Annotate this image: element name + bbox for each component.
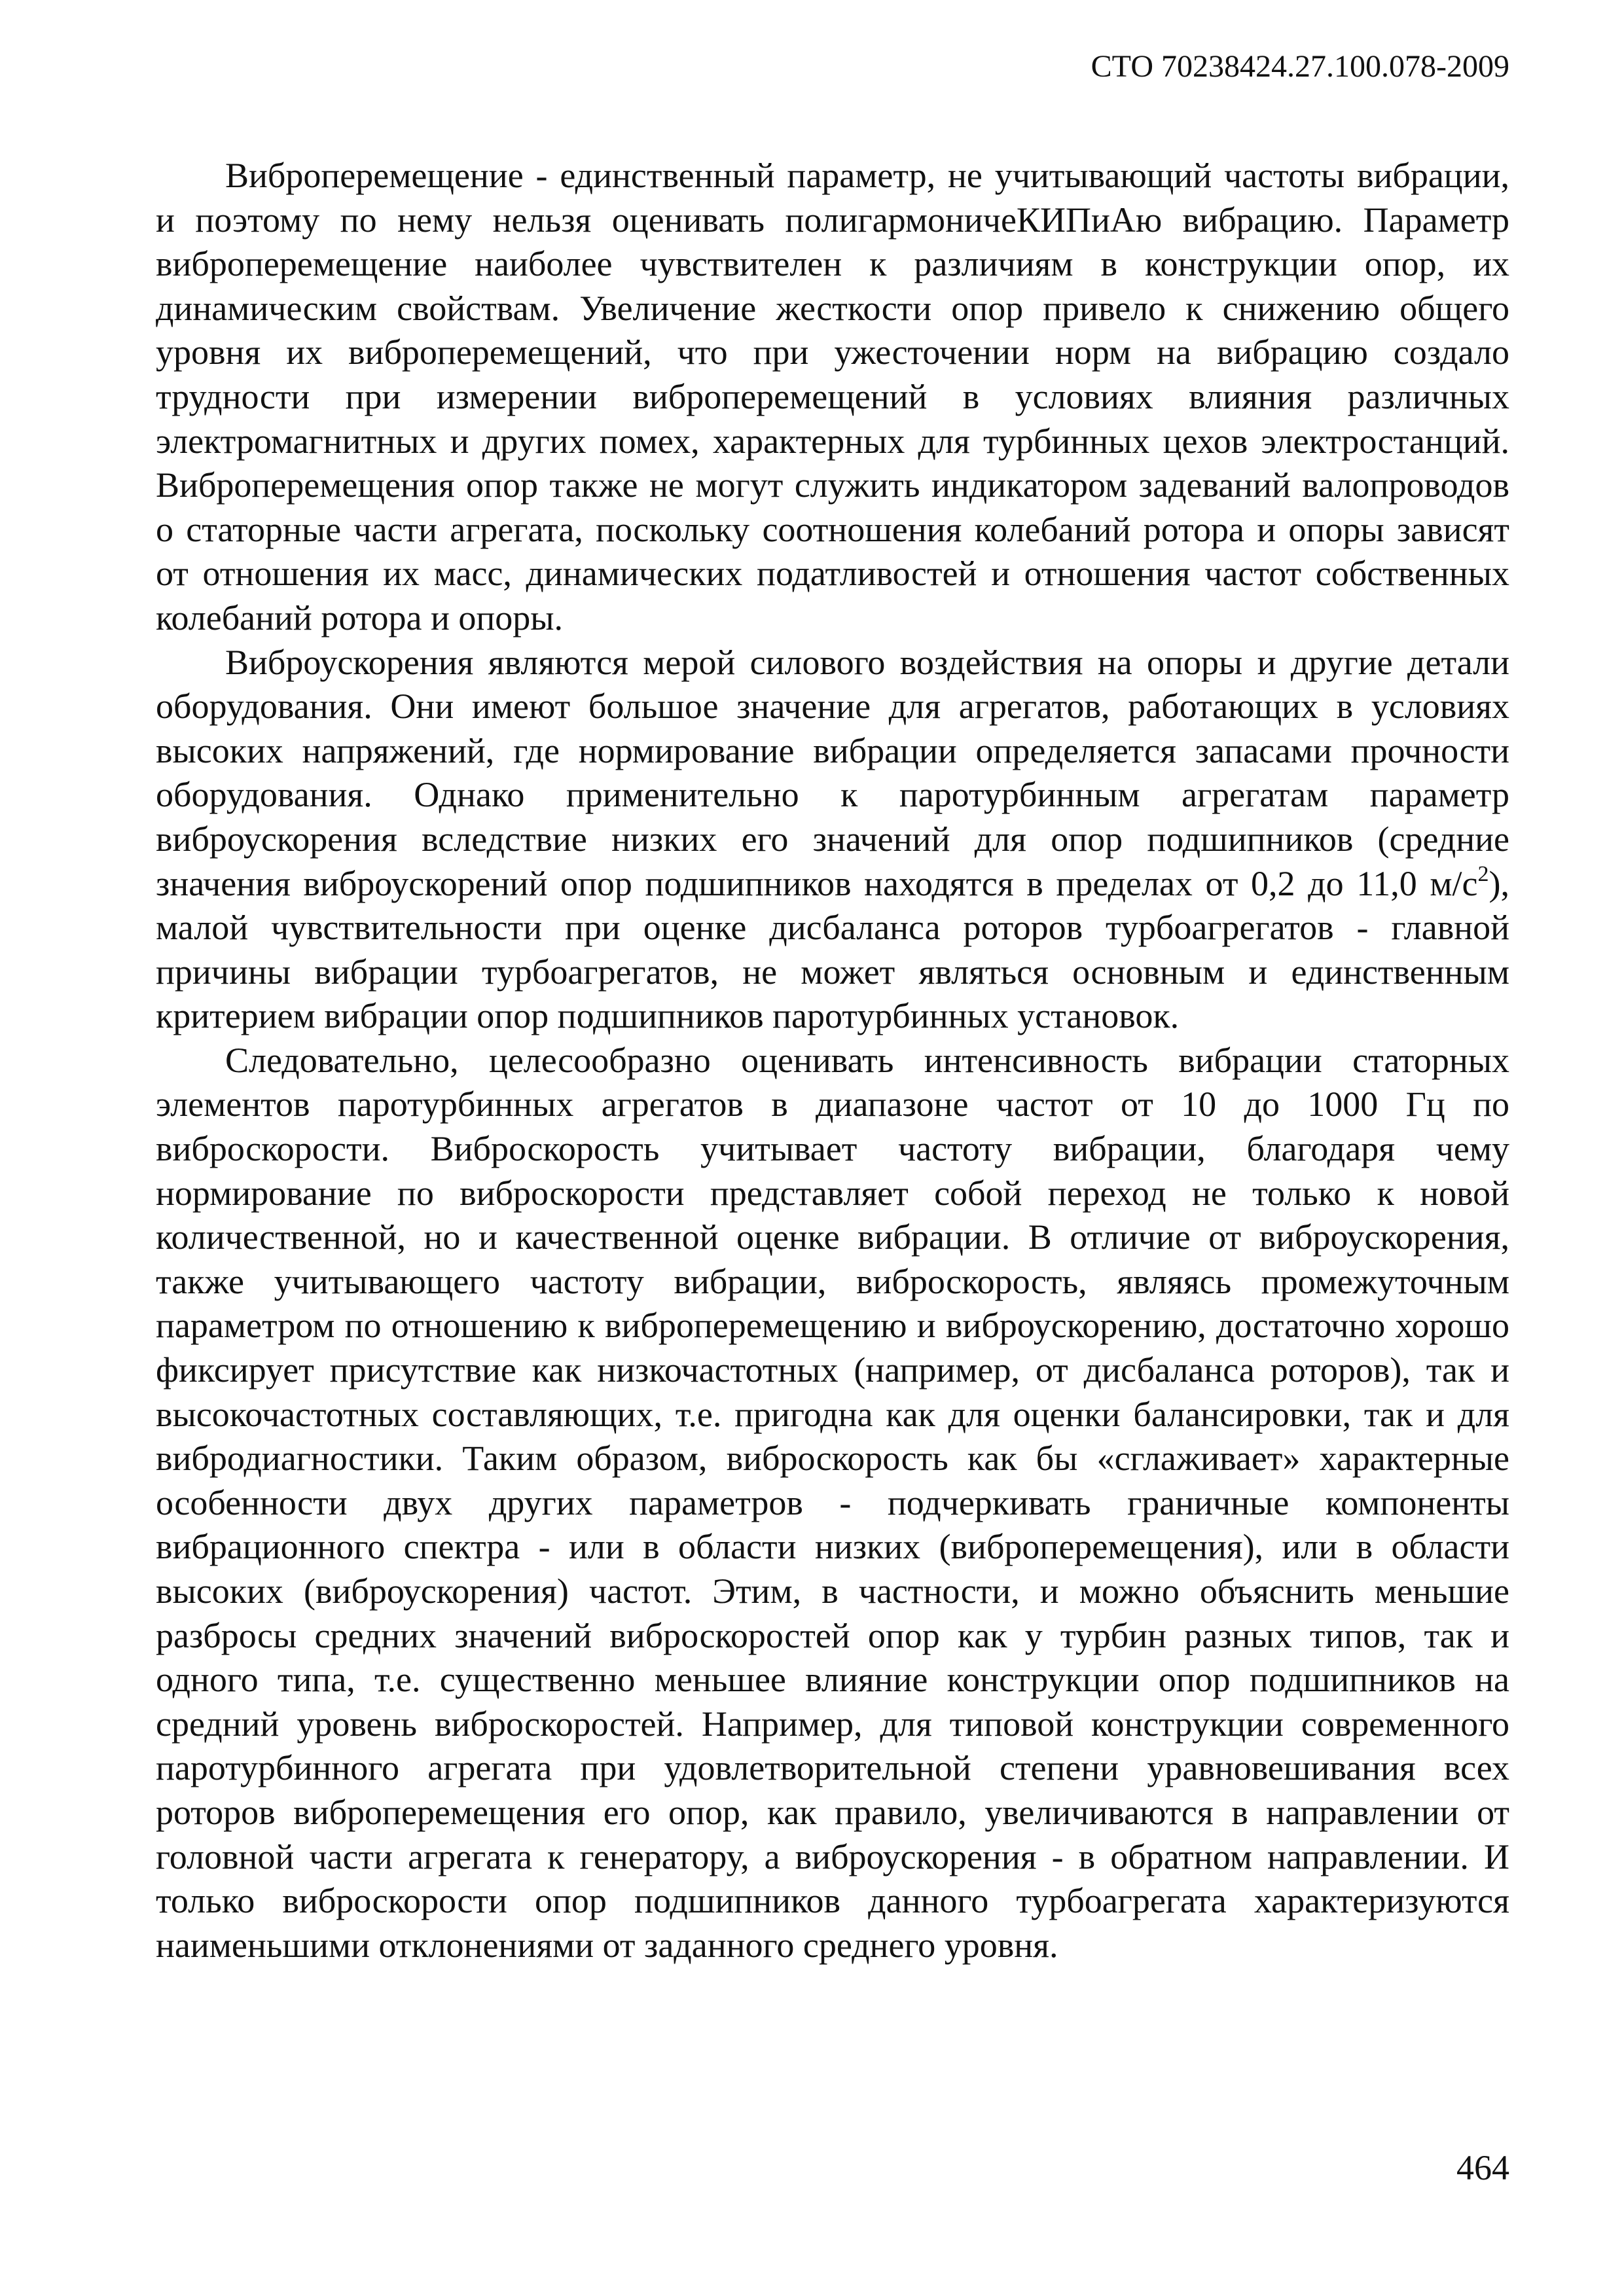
paragraph-vibration-velocity: Следовательно, целесообразно оценивать интенсивность вибрации статорных элементов паротурбинных агрегатов в диапазоне частот от 10 до 1000 Гц по виброскорости. Виброскорость учитывает частоту вибрации, благодаря чему нормирование по виброскорости представляет собой переход не только к новой количественной, но и качественной оценке вибрации. В отличие от виброускорения, также учитывающего частоту вибрации, виброскорость, являясь промежуточным параметром по отношению к виброперемещению и виброускорению, достаточно хорошо фиксирует присутствие как низкочастотных (например, от дисбаланса роторов), так и высокочастотных составляющих, т.е. пригодна как для оценки балансировки, так и для вибродиагностики. Таким образом, виброскорость как бы «сглаживает» характерные особенности двух других параметров - подчеркивать граничные компоненты вибрационного спектра - или в области низких (виброперемещения), или в области высоких (виброускорения) частот. Этим, в частности, и можно объяснить меньшие разбросы средних значений виброскоростей опор как у турбин разных типов, так и одного типа, т.е. существенно меньшее влияние конструкции опор подшипников на средний уровень виброскоростей. Например, для типовой конструкции современного паротурбинного агрегата при удовлетворительной степени уравновешивания всех роторов виброперемещения его опор, как правило, увеличиваются в направлении от головной части агрегата к генератору, а виброускорения - в обратном направлении. И только виброскорости опор подшипников данного турбоагрегата характеризуются наименьшими отклонениями от заданного среднего уровня.: [156, 1040, 1509, 1965]
paragraph-text-part: ), малой чувствительности при оценке дисбаланса роторов турбоагрегатов - главной причины вибрации турбоагрегатов, не может являться основным и единственным критерием вибрации опор подшипников паротурбинных установок.: [156, 863, 1509, 1036]
paragraph-vibration-acceleration: [156, 641, 1509, 1039]
page-number: 464: [1456, 2148, 1509, 2187]
paragraph-vibration-displacement: Виброперемещение - единственный параметр, не учитывающий частоты вибрации, и поэтому по нему нельзя оценивать полигармоничеКИПиАю вибрацию. Параметр виброперемещение наиболее чувствителен к различиям в конструкции опор, их динамическим свойствам. Увеличение жесткости опор привело к снижению общего уровня их виброперемещений, что при ужесточении норм на вибрацию создало трудности при измерении виброперемещений в условиях влияния различных электромагнитных и других помех, характерных для турбинных цехов электростанций. Виброперемещения опор также не могут служить индикатором задеваний валопроводов о статорные части агрегата, поскольку соотношения колебаний ротора и опоры зависят от отношения их масс, динамических податливостей и отношения частот собственных колебаний ротора и опоры.: [156, 156, 1509, 637]
paragraph-text-part: Виброускорения являются мерой силового воздействия на опоры и другие детали оборудования. Они имеют большое значение для агрегатов, работающих в условиях высоких напряжений, где нормирование вибрации определяется запасами прочности оборудования. Однако применительно к паротурбинным агрегатам параметр виброускорения вследствие низких его значений для опор подшипников (средние значения виброускорений опор подшипников находятся в пределах от 0,2 до 11,0 м/с: [156, 642, 1509, 903]
document-body: [156, 154, 1509, 1967]
superscript-exponent: 2: [1477, 861, 1489, 886]
document-code-header: СТО 70238424.27.100.078-2009: [1091, 49, 1509, 84]
